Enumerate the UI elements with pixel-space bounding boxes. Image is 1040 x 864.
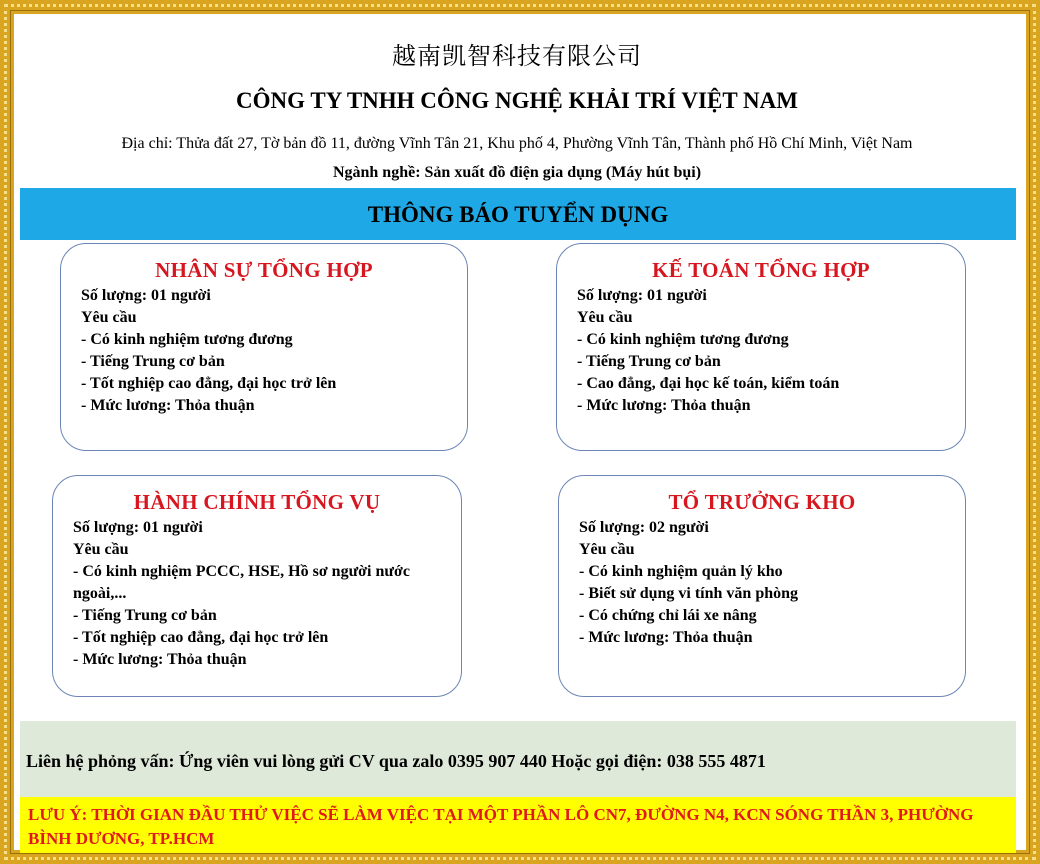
- requirement-item: - Tiếng Trung cơ bản: [577, 353, 721, 370]
- company-industry: Ngành nghề: Sản xuất đồ điện gia dụng (Máy hút bụi): [332, 164, 702, 181]
- requirement-item: - Tốt nghiệp cao đẳng, đại học trở lên: [81, 375, 337, 392]
- salary-item: - Mức lương: Thỏa thuận: [577, 397, 751, 414]
- workplace-note: LƯU Ý: THỜI GIAN ĐẦU THỬ VIỆC SẼ LÀM VIỆC TẠI MỘT PHẦN LÔ CN7, ĐƯỜNG N4, KCN SÓNG THẦN 3, PHƯỜNG BÌNH DƯƠNG, TP.HCM: [28, 805, 974, 848]
- requirement-item: - Tiếng Trung cơ bản: [73, 607, 217, 624]
- position-card-warehouse-lead: [558, 475, 966, 697]
- position-card-admin: [52, 475, 462, 697]
- company-vietnamese-name: CÔNG TY TNHH CÔNG NGHỆ KHẢI TRÍ VIỆT NAM: [236, 88, 798, 113]
- salary-item: - Mức lương: Thỏa thuận: [579, 629, 753, 646]
- position-quantity: Số lượng: 02 người: [579, 519, 709, 536]
- requirement-item: - Tiếng Trung cơ bản: [81, 353, 225, 370]
- position-requirements-heading: Yêu cầu: [73, 541, 129, 558]
- recruitment-banner: [20, 188, 1016, 240]
- position-requirements-heading: Yêu cầu: [81, 309, 137, 326]
- requirement-item: - Có kinh nghiệm PCCC, HSE, Hồ sơ người nước ngoài,...: [73, 563, 410, 602]
- position-quantity: Số lượng: 01 người: [81, 287, 211, 304]
- company-address: Địa chỉ: Thửa đất 27, Tờ bản đồ 11, đường Vĩnh Tân 21, Khu phố 4, Phường Vĩnh Tân, Thành phố Hồ Chí Minh, Việt Nam: [121, 135, 913, 152]
- position-requirements-heading: Yêu cầu: [579, 541, 635, 558]
- requirement-item: - Có kinh nghiệm tương đương: [81, 331, 293, 348]
- salary-item: - Mức lương: Thỏa thuận: [81, 397, 255, 414]
- note-section: [20, 797, 1016, 853]
- position-title: HÀNH CHÍNH TỔNG VỤ: [133, 490, 381, 514]
- salary-item: - Mức lương: Thỏa thuận: [73, 651, 247, 668]
- position-title: TỔ TRƯỞNG KHO: [668, 490, 856, 514]
- requirement-item: - Có kinh nghiệm tương đương: [577, 331, 789, 348]
- banner-title: THÔNG BÁO TUYỂN DỤNG: [367, 202, 669, 227]
- position-quantity: Số lượng: 01 người: [73, 519, 203, 536]
- position-card-hr: [60, 243, 468, 451]
- position-details: [577, 285, 965, 417]
- requirement-item: - Có kinh nghiệm quản lý kho: [579, 563, 783, 580]
- position-title: KẾ TOÁN TỔNG HỢP: [652, 258, 870, 282]
- company-chinese-name: 越南凯智科技有限公司: [392, 42, 642, 70]
- contact-section: [20, 721, 1016, 797]
- position-details: [81, 285, 467, 417]
- requirement-item: - Biết sử dụng vi tính văn phòng: [579, 585, 799, 602]
- position-requirements-heading: Yêu cầu: [577, 309, 633, 326]
- position-details: [579, 517, 965, 649]
- position-card-accountant: [556, 243, 966, 451]
- position-details: [73, 517, 461, 671]
- contact-info: Liên hệ phỏng vấn: Ứng viên vui lòng gửi CV qua zalo 0395 907 440 Hoặc gọi điện: 038 555 4871: [26, 751, 766, 771]
- poster-content: [18, 18, 1016, 846]
- requirement-item: - Có chứng chỉ lái xe nâng: [579, 607, 757, 624]
- requirement-item: - Cao đẳng, đại học kế toán, kiểm toán: [577, 375, 840, 392]
- position-quantity: Số lượng: 01 người: [577, 287, 707, 304]
- position-title: NHÂN SỰ TỔNG HỢP: [155, 258, 373, 282]
- requirement-item: - Tốt nghiệp cao đẳng, đại học trở lên: [73, 629, 329, 646]
